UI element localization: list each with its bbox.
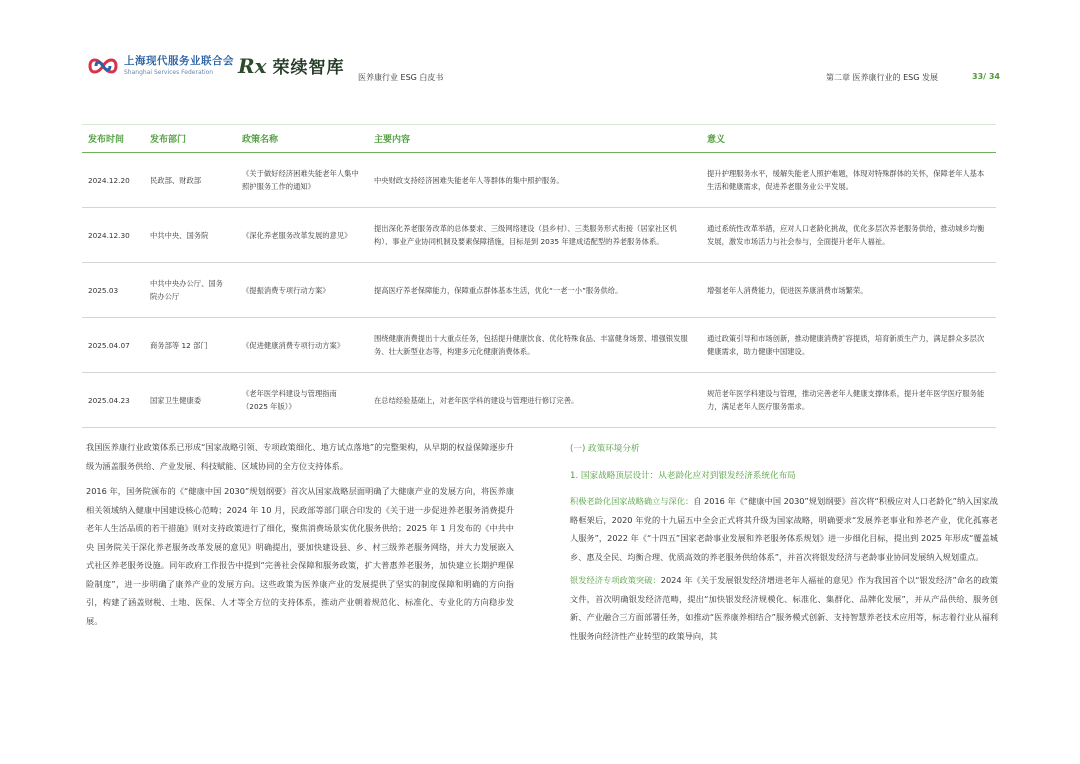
cell-meaning: 增强老年人消费能力，促进医养康消费市场繁荣。 (701, 263, 996, 318)
cell-content: 中央财政支持经济困难失能老年人等群体的集中照护服务。 (368, 153, 701, 208)
page-number: 33/ 34 (972, 72, 1000, 81)
cell-dept: 中共中央、国务院 (144, 208, 236, 263)
cell-name: 《老年医学科建设与管理指南（2025 年版）》 (236, 373, 368, 428)
table-row (82, 373, 996, 428)
right-column (570, 440, 998, 650)
document-title: 医养康行业 ESG 白皮书 (358, 73, 444, 82)
table-row (82, 263, 996, 318)
cell-dept: 国家卫生健康委 (144, 373, 236, 428)
cell-name: 《促进健康消费专项行动方案》 (236, 318, 368, 373)
policy-table (82, 124, 996, 428)
paragraph-lead: 积极老龄化国家战略确立与深化： (570, 496, 694, 506)
paragraph-body: 2024 年《关于发展银发经济增进老年人福祉的意见》作为我国首个以“银发经济”命名的政策文件，首次明确银发经济范畴，提出“加快银发经济规模化、标准化、集群化、品牌化发展”，并从产品供给、服务创新、产业融合三方面部署任务，如推动“医养康养相结合”服务模式创新、支持智慧养老技术应用等，标志着行业从福利性服务向经济性产业转型的政策导向，其 (570, 575, 998, 641)
body-paragraph: 我国医养康行业政策体系已形成“国家战略引领、专项政策细化、地方试点落地”的完整架构，从早期的权益保障逐步升级为涵盖服务供给、产业发展、科技赋能、区域协同的全方位支持体系。 (86, 442, 514, 471)
cell-content: 围绕健康消费提出十大重点任务，包括提升健康饮食、优化特殊食品、丰富健身场景、增强银发服务、壮大新型业态等，构建多元化健康消费体系。 (368, 318, 701, 373)
rongxu-logo (238, 53, 345, 78)
cell-date: 2025.04.23 (82, 373, 144, 428)
rongxu-mark: Rx (238, 53, 267, 78)
paragraph-body: 自 2016 年《“健康中国 2030”规划纲要》首次将“积极应对人口老龄化”纳入国家战略框架后，2020 年党的十九届五中全会正式将其升级为国家战略，明确要求“发展养老事业和养老产业，优化孤寡老人服务”，2022 年《“十四五”国家老龄事业发展和养老服务体系规划》进一步细化目标，提出到 2025 年形成“覆盖城乡、惠及全民、均衡合理、优质高效的养老服务供给体系”，并首次将银发经济与老龄事业协同发展纳入规划重点。 (570, 496, 998, 562)
chapter-title: 第二章 医养康行业的 ESG 发展 (826, 73, 938, 82)
cell-meaning: 规范老年医学科建设与管理，推动完善老年人健康支撑体系，提升老年医学医疗服务能力，满足老年人医疗服务需求。 (701, 373, 996, 428)
cell-dept: 商务部等 12 部门 (144, 318, 236, 373)
rongxu-name: 荣续智库 (272, 58, 345, 78)
cell-content: 提高医疗养老保障能力，保障重点群体基本生活，优化“一老一小”服务供给。 (368, 263, 701, 318)
cell-dept: 中共中央办公厅、国务院办公厅 (144, 263, 236, 318)
cell-name: 《关于做好经济困难失能老年人集中照护服务工作的通知》 (236, 153, 368, 208)
cell-meaning: 通过政策引导和市场创新，推动健康消费扩容提质，培育新质生产力，满足群众多层次健康需求，助力健康中国建设。 (701, 318, 996, 373)
table-row (82, 318, 996, 373)
cell-name: 《提振消费专项行动方案》 (236, 263, 368, 318)
cell-content: 在总结经验基础上，对老年医学科的建设与管理进行修订完善。 (368, 373, 701, 428)
col-header-name: 政策名称 (236, 125, 368, 153)
ssf-name-cn: 上海现代服务业联合会 (124, 55, 234, 67)
subsection-heading: 1. 国家战略顶层设计：从老龄化应对到银发经济系统化布局 (570, 470, 796, 481)
ssf-name-en: Shanghai Services Federation (124, 69, 214, 76)
col-header-content: 主要内容 (368, 125, 701, 153)
cell-date: 2025.03 (82, 263, 144, 318)
cell-content: 提出深化养老服务改革的总体要求、三级网络建设（县乡村）、三类服务形式衔接（居家社区机构）、事业产业协同机制及要素保障措施，目标是到 2035 年建成适配型的养老服务体系。 (368, 208, 701, 263)
paragraph-lead: 银发经济专项政策突破： (570, 575, 661, 585)
section-heading: (一) 政策环境分析 (570, 444, 640, 454)
page-header (0, 0, 1080, 96)
table-row (82, 208, 996, 263)
ssf-logo (86, 52, 234, 80)
col-header-date: 发布时间 (82, 125, 144, 153)
body-paragraph (570, 571, 998, 645)
cell-meaning: 提升护理服务水平，缓解失能老人照护难题，体现对特殊群体的关怀，保障老年人基本生活和健康需求，促进养老服务业公平发展。 (701, 153, 996, 208)
table-row (82, 153, 996, 208)
cell-name: 《深化养老服务改革发展的意见》 (236, 208, 368, 263)
cell-date: 2025.04.07 (82, 318, 144, 373)
col-header-dept: 发布部门 (144, 125, 236, 153)
cell-date: 2024.12.30 (82, 208, 144, 263)
cell-dept: 民政部、财政部 (144, 153, 236, 208)
body-paragraph: 2016 年，国务院颁布的《“健康中国 2030”规划纲要》首次从国家战略层面明确了大健康产业的发展方向，将医养康相关领域纳入健康中国建设核心范畴；2024 年 10 月，民政部等部门联合印发的《关于进一步促进养老服务消费提升老年人生活品质的若干措施》则对支持政策进行了细化，聚焦消费场景实优化服务供给；2025 年 1 月发布的《中共中央 国务院关于深化养老服务改革发展的意见》明确提出，要加快建设县、乡、村三级养老服务网络，并大力发展嵌入式社区养老服务设施。同年政府工作报告中提到“完善社会保障和服务政策，扩大普惠养老服务，加快建立长期护理保险制度”，进一步明确了康养产业的发展方向。这些政策为医养康产业的发展提供了坚实的制度保障和明确的方向指引，构建了涵盖财税、土地、医保、人才等全方位的支持体系，推动产业朝着规范化、标准化、专业化的方向稳步发展。 (86, 486, 514, 626)
body-paragraph (570, 492, 998, 566)
left-column (86, 438, 514, 637)
cell-meaning: 通过系统性改革举措，应对人口老龄化挑战，优化多层次养老服务供给，推动城乡均衡发展，激发市场活力与社会参与，全面提升老年人福祉。 (701, 208, 996, 263)
ssf-logo-icon (86, 52, 120, 80)
table-header-row (82, 125, 996, 153)
col-header-meaning: 意义 (701, 125, 996, 153)
cell-date: 2024.12.20 (82, 153, 144, 208)
